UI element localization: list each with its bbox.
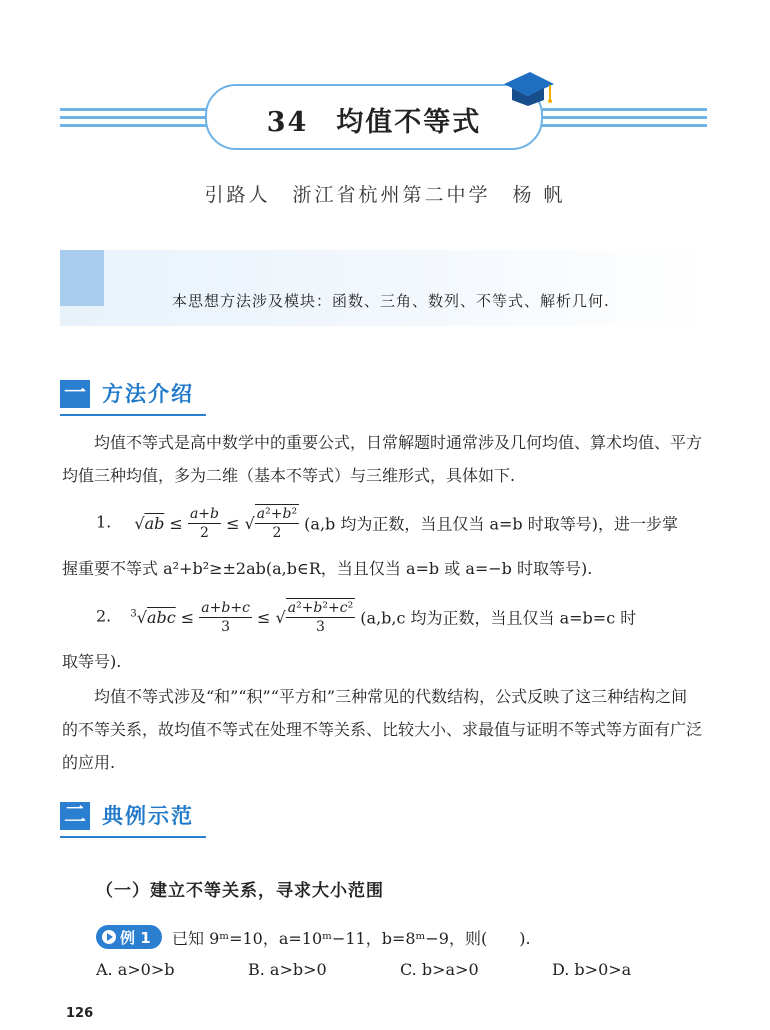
formula-1-continuation: 握重要不等式 a²+b²≥±2ab(a,b∈R，当且仅当 a=b 或 a=−b 时取等号). [62,559,593,578]
option-d: D. b>0>a [552,960,632,979]
play-icon [102,930,116,944]
example-label: 例 1 [120,929,151,947]
fraction-arithmetic-mean: $\frac{a+b}{2}$ [189,505,219,541]
graduation-cap-icon [500,70,556,110]
formula-2-condition: (a,b,c 均为正数，当且仅当 a=b=c 时 [360,608,637,628]
intro-paragraph: 均值不等式是高中数学中的重要公式，日常解题时通常涉及几何均值、算术均值、平方均值三种均值，多为二维（基本不等式）与三维形式，具体如下. [62,433,703,485]
page-number: 126 [66,1006,94,1021]
option-c: C. b>a>0 [400,960,479,979]
header-stripe-left-1 [60,108,207,111]
author-line: 引路人 浙江省杭州第二中学 杨 帆 [204,184,566,206]
header-stripe-right-3 [537,124,707,127]
section-label: 典例示范 [102,804,194,828]
header-stripe-right-1 [537,108,707,111]
header-stripe-left-2 [60,116,207,119]
example-badge [96,925,162,949]
section-badge: 一 [60,380,90,408]
chapter-title-banner [205,84,543,150]
section-underline [60,414,206,416]
formula-1: 1. √ab ≤ $\frac{a+b}{2}$ ≤ √ $\frac{\text{a²+b²}}{2}$ (a,b 均为正数，当且仅当 a=b 时取等号)，进一步掌 [96,505,678,541]
formula-1-number: 1. [96,512,112,532]
fraction-three-mean: $\frac{a+b+c}{3}$ [201,599,250,635]
section-underline [60,836,206,838]
example-1-text: 已知 9ᵐ=10，a=10ᵐ−11，b=8ᵐ−9，则( ). [172,929,531,948]
subsection-heading: （一）建立不等关系，寻求大小范围 [96,881,384,901]
formula-2-continuation: 取等号). [62,652,122,671]
option-a: A. a>0>b [96,960,175,979]
header-stripe-left-3 [60,124,207,127]
fraction-quadratic-mean: $\frac{\text{a²+b²}}{2}$ [256,506,298,541]
header-stripe-right-2 [537,116,707,119]
chapter-number: 34 [266,107,309,138]
chapter-title-text: 均值不等式 [336,107,482,138]
section-label: 方法介绍 [102,382,194,406]
section-badge: 二 [60,802,90,830]
module-note-box [60,250,710,326]
fraction-three-quadratic-mean: $\frac{\text{a²+b²+c²}}{3}$ [287,600,354,635]
structure-paragraph: 均值不等式涉及“和”“积”“平方和”三种常见的代数结构，公式反映了这三种结构之间的不等关系，故均值不等式在处理不等关系、比较大小、求最值与证明不等式等方面有广泛的应用. [62,687,703,772]
module-note-text: 本思想方法涉及模块：函数、三角、数列、不等式、解析几何. [172,292,610,310]
formula-2-number: 2. [96,606,112,626]
option-b: B. a>b>0 [248,960,327,979]
chapter-title [207,100,541,139]
note-corner-decoration [60,250,104,306]
formula-2: 2. $^3$√abc ≤ $\frac{a+b+c}{3}$ ≤ √ $\frac{\text{a²+b²+c²}}{3}$ (a,b,c 均为正数，当且仅当 a=b=c 时 [96,599,637,635]
formula-1-condition: (a,b 均为正数，当且仅当 a=b 时取等号)，进一步掌 [304,514,678,534]
